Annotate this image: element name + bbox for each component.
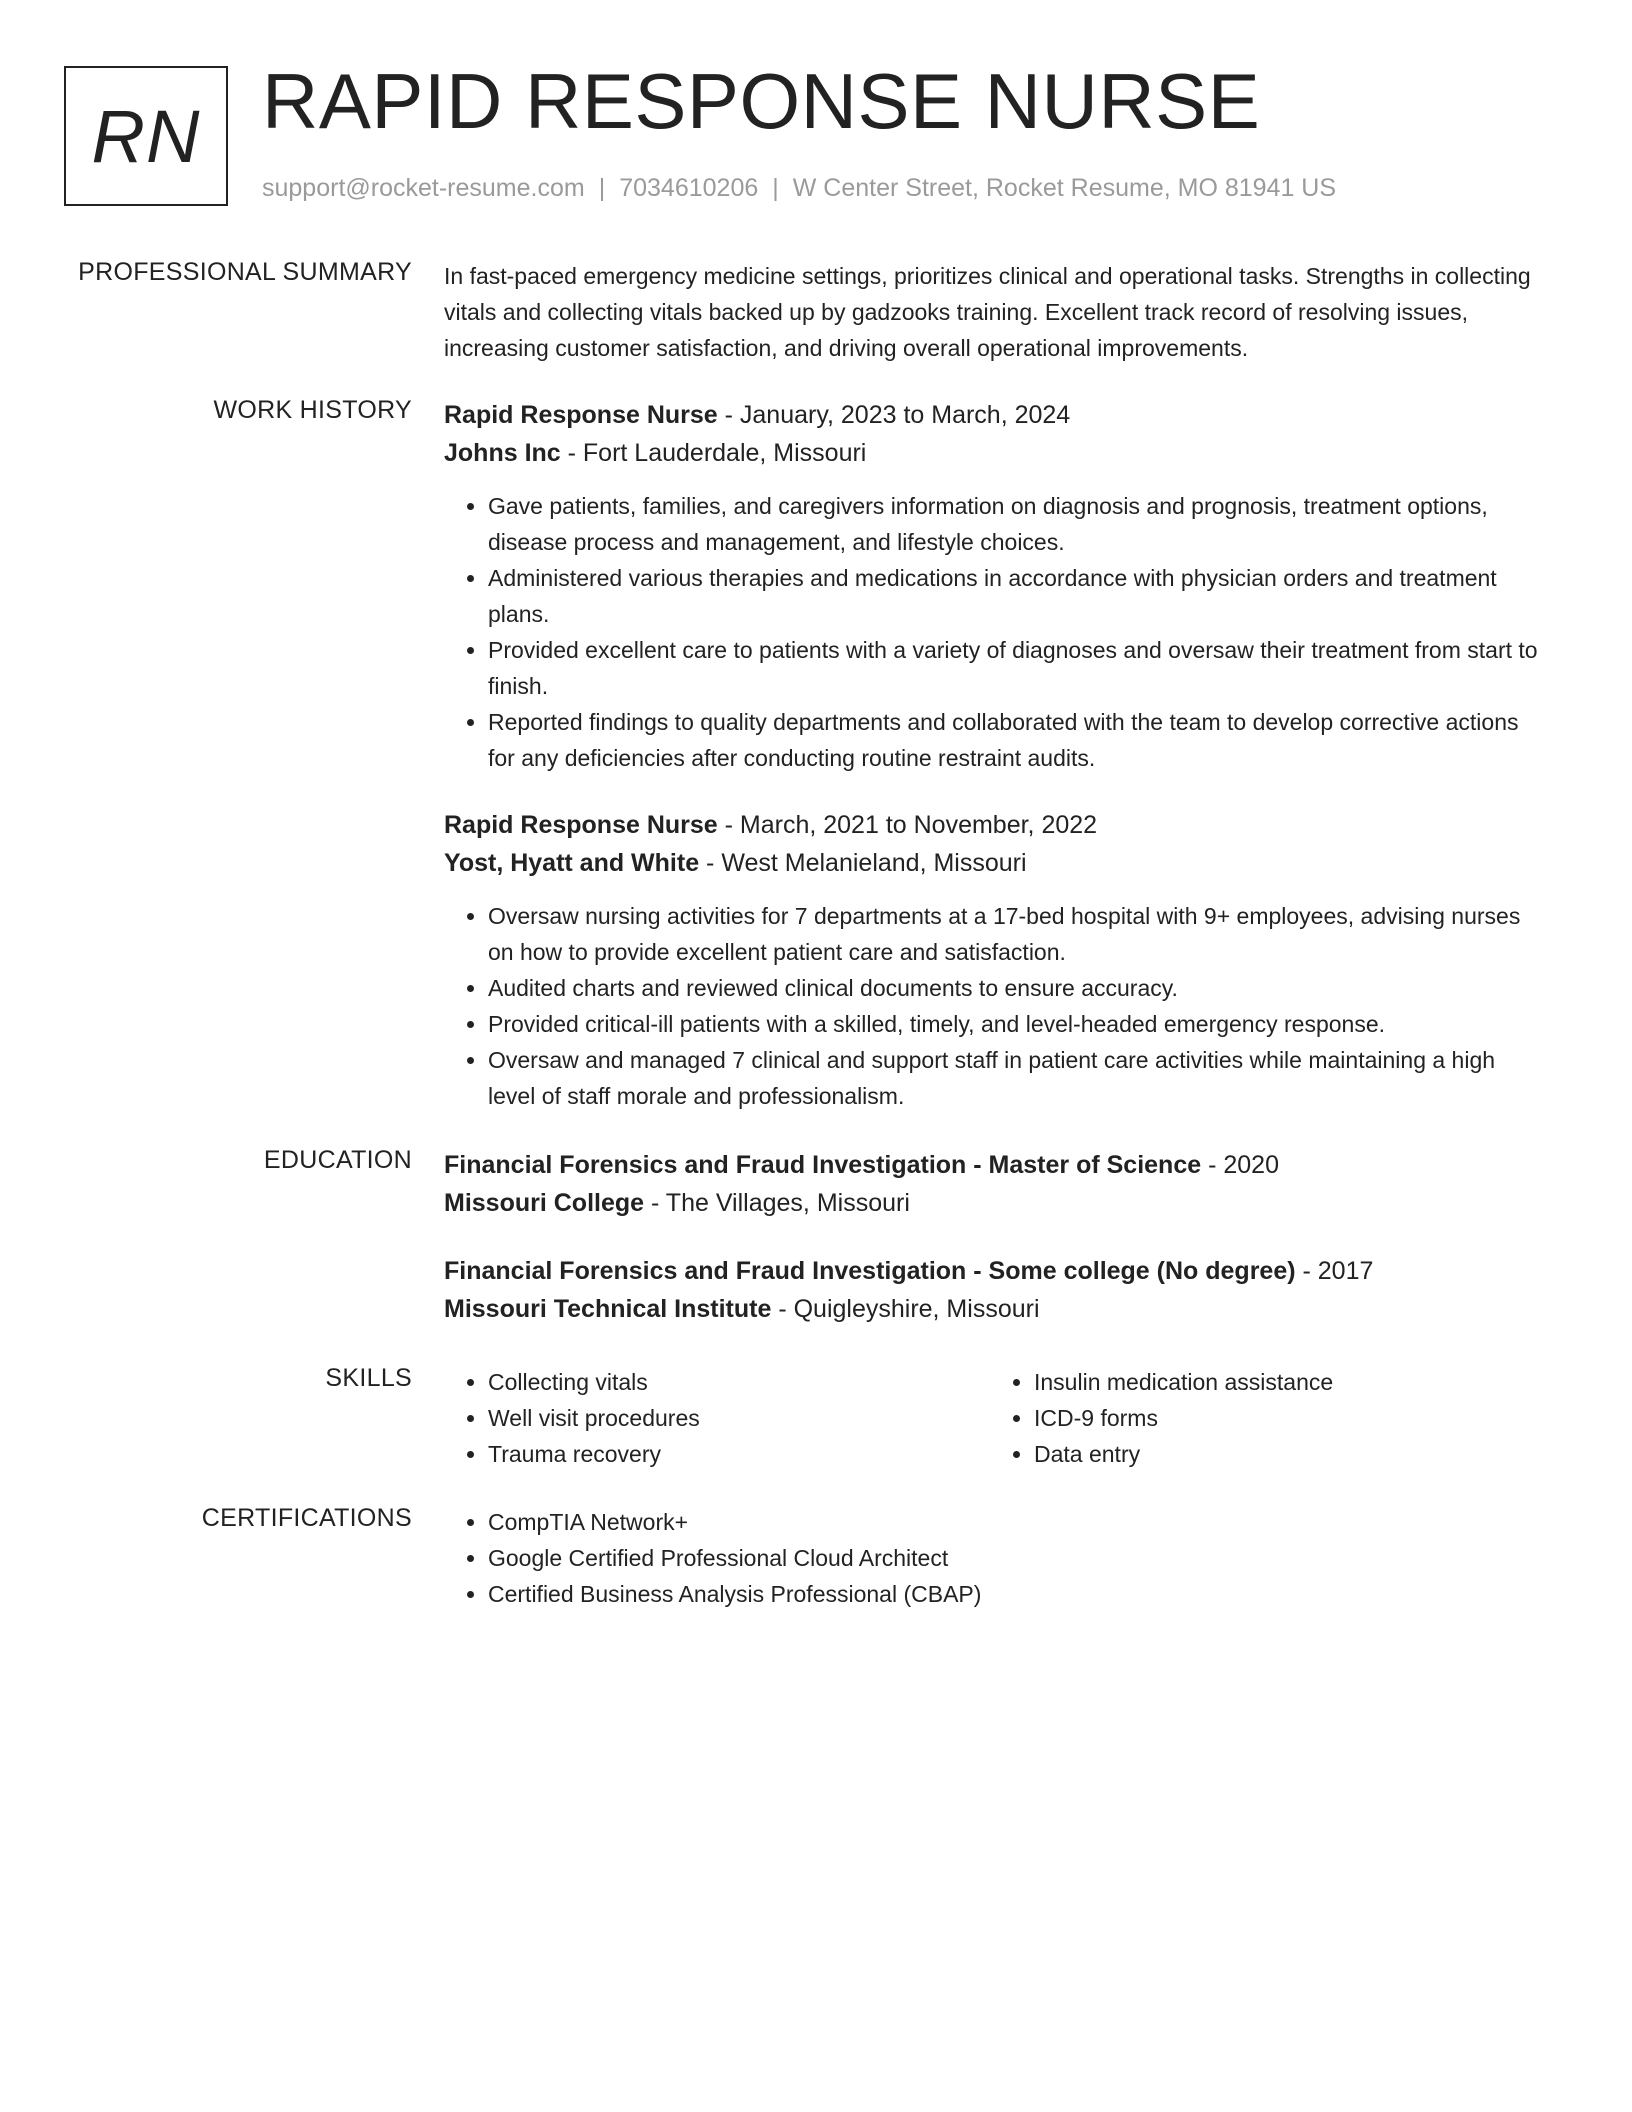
job-bullet: • Audited charts and reviewed clinical documents to ensure accuracy.: [488, 970, 1544, 1006]
job-bullet: • Oversaw nursing activities for 7 departments at a 17-bed hospital with 9+ employees, advising nurses on how to provide excellent patient care and satisfaction.: [488, 898, 1544, 970]
section-label-summary: PROFESSIONAL SUMMARY: [78, 258, 412, 286]
job-bullets: [444, 898, 1544, 1114]
job-title: Rapid Response Nurse: [444, 401, 718, 429]
job-title: Rapid Response Nurse: [444, 811, 718, 839]
certification-item: • CompTIA Network+: [488, 1504, 1544, 1540]
skill-item: • Trauma recovery: [488, 1436, 990, 1472]
contact-line: [262, 174, 1336, 203]
job-bullet: • Provided excellent care to patients with a variety of diagnoses and oversaw their treatment from start to finish.: [488, 632, 1544, 704]
skill-item: • Insulin medication assistance: [1034, 1364, 1534, 1400]
education-entry: [444, 1252, 1544, 1328]
certification-item: • Certified Business Analysis Professional (CBAP): [488, 1576, 1544, 1612]
job-location: - Fort Lauderdale, Missouri: [560, 439, 867, 467]
resume-name: RAPID RESPONSE NURSE: [262, 57, 1261, 145]
certification-item: • Google Certified Professional Cloud Architect: [488, 1540, 1544, 1576]
education-location: - The Villages, Missouri: [644, 1189, 910, 1217]
job-dates: - January, 2023 to March, 2024: [717, 401, 1071, 429]
education-degree: Financial Forensics and Fraud Investigation - Master of Science: [444, 1151, 1202, 1179]
contact-address: W Center Street, Rocket Resume, MO 81941 US: [792, 174, 1337, 202]
skills-list-left: [444, 1364, 990, 1472]
job-entry: [444, 396, 1544, 776]
contact-phone: 7034610206: [619, 174, 759, 202]
skill-item: • Collecting vitals: [488, 1364, 990, 1400]
job-company: Johns Inc: [444, 439, 561, 467]
education-year: - 2020: [1201, 1151, 1279, 1179]
job-location: - West Melanieland, Missouri: [699, 849, 1027, 877]
contact-email: support@rocket-resume.com: [262, 174, 585, 202]
job-bullet: • Administered various therapies and medications in accordance with physician orders and treatment plans.: [488, 560, 1544, 632]
education-school: Missouri Technical Institute: [444, 1295, 772, 1323]
education-degree: Financial Forensics and Fraud Investigation - Some college (No degree): [444, 1257, 1296, 1285]
job-bullet: • Gave patients, families, and caregivers information on diagnosis and prognosis, treatment options, disease process and management, and lifestyle choices.: [488, 488, 1544, 560]
summary-text: In fast-paced emergency medicine settings, prioritizes clinical and operational tasks. Strengths in collecting vitals and collecting vitals backed up by gadzooks training. Excellent track record of resolving issues, increasing customer satisfaction, and driving overall operational improvements.: [444, 263, 1531, 361]
skill-item: • ICD-9 forms: [1034, 1400, 1534, 1436]
skill-item: • Data entry: [1034, 1436, 1534, 1472]
job-bullet: • Oversaw and managed 7 clinical and support staff in patient care activities while maintaining a high level of staff morale and professionalism.: [488, 1042, 1544, 1114]
education-year: - 2017: [1295, 1257, 1374, 1285]
certifications-list: [444, 1504, 1544, 1612]
section-label-skills: SKILLS: [325, 1364, 412, 1392]
education-location: - Quigleyshire, Missouri: [771, 1295, 1040, 1323]
education-entry: [444, 1146, 1544, 1222]
skill-item: • Well visit procedures: [488, 1400, 990, 1436]
contact-separator: |: [772, 174, 779, 202]
job-dates: - March, 2021 to November, 2022: [717, 811, 1098, 839]
contact-separator: |: [598, 174, 606, 202]
section-label-certifications: CERTIFICATIONS: [201, 1504, 412, 1532]
job-company: Yost, Hyatt and White: [444, 849, 700, 877]
job-bullet: • Provided critical-ill patients with a skilled, timely, and level-headed emergency response.: [488, 1006, 1544, 1042]
education-school: Missouri College: [444, 1189, 645, 1217]
section-label-work-history: WORK HISTORY: [213, 396, 412, 424]
job-bullets: [444, 488, 1544, 776]
monogram-logo: RN: [64, 66, 228, 206]
job-entry: [444, 806, 1544, 1114]
section-label-education: EDUCATION: [263, 1146, 412, 1174]
skills-list-right: [990, 1364, 1534, 1472]
job-bullet: • Reported findings to quality departments and collaborated with the team to develop corrective actions for any deficiencies after conducting routine restraint audits.: [488, 704, 1544, 776]
